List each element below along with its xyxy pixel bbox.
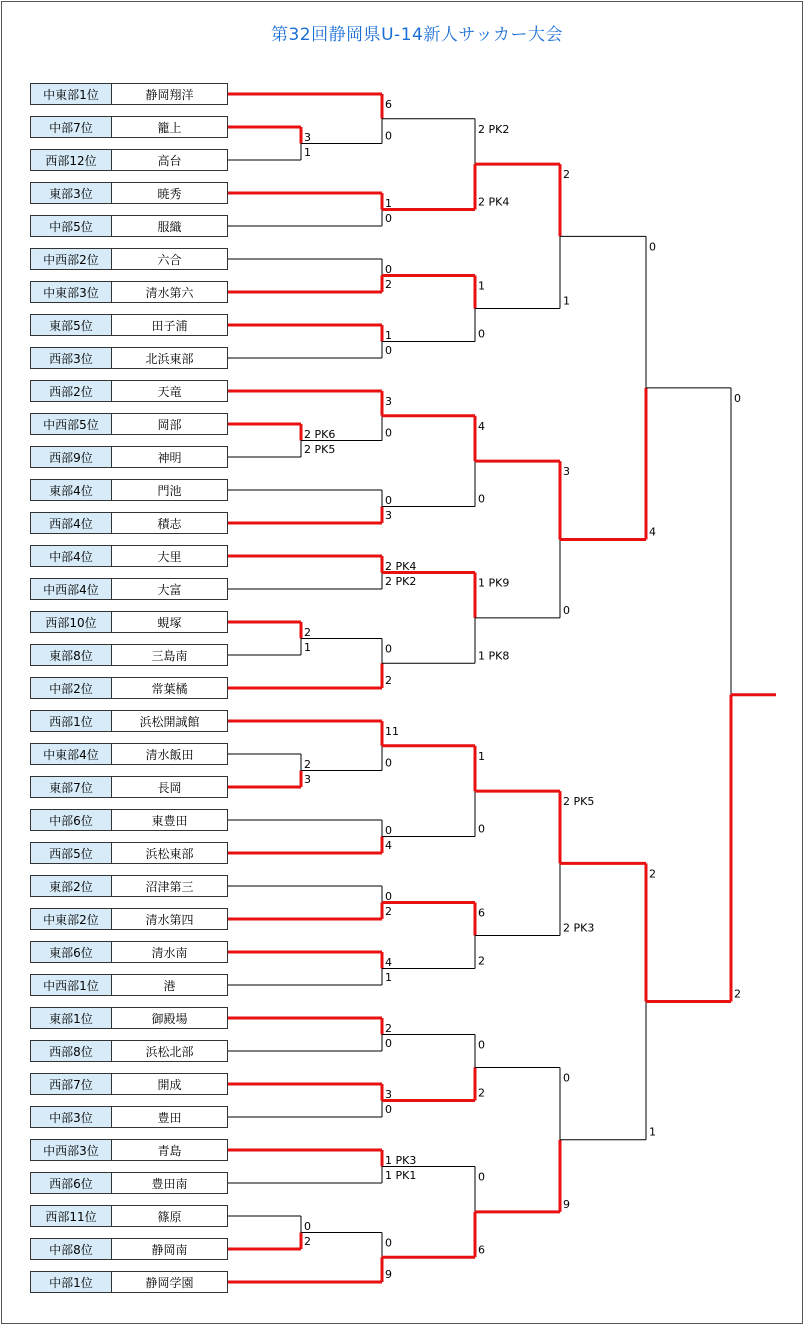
match-score: 1: [385, 197, 392, 210]
match-score: 0: [385, 129, 392, 143]
team-name: 大富: [157, 582, 182, 597]
match-score: 0: [385, 212, 392, 225]
team-name: 神明: [157, 450, 182, 465]
match-score: 4: [385, 956, 392, 969]
match-score: 4: [649, 525, 656, 539]
team-rank: 中部7位: [31, 117, 112, 137]
match-score: 1 PK8: [478, 649, 510, 663]
match-score: 0: [478, 1170, 485, 1184]
match-score: 2 PK2: [385, 575, 417, 588]
team-rank: 西部11位: [31, 1206, 112, 1226]
match-score: 0: [385, 642, 392, 656]
team-name: 暁秀: [157, 186, 182, 201]
team-name: 常葉橘: [151, 681, 188, 696]
team-rank: 中部8位: [31, 1239, 112, 1259]
team-name: 籠上: [157, 120, 182, 135]
team-name: 岡部: [157, 417, 182, 432]
team-name: 積志: [157, 516, 182, 531]
team-name: 高台: [157, 153, 182, 168]
team-name: 大里: [157, 549, 182, 564]
match-score: 0: [385, 824, 392, 837]
team-rank: 中部2位: [31, 678, 112, 698]
team-name: 蜆塚: [157, 615, 182, 630]
team-rank: 西部9位: [31, 447, 112, 467]
team-rank: 中西部1位: [31, 975, 112, 995]
match-score: 0: [734, 391, 741, 405]
team-name: 天竜: [157, 384, 182, 399]
match-score: 0: [385, 344, 392, 357]
team-rank: 中部6位: [31, 810, 112, 830]
match-score: 0: [385, 756, 392, 770]
team-rank: 中西部5位: [31, 414, 112, 434]
team-rank: 東部1位: [31, 1008, 112, 1028]
team-rank: 中東部1位: [31, 84, 112, 104]
match-score: 0: [478, 822, 485, 836]
team-name: 浜松北部: [145, 1044, 194, 1059]
team-name: 清水第四: [145, 912, 194, 927]
team-name: 清水飯田: [145, 747, 194, 762]
team-name: 服織: [157, 219, 182, 234]
team-rank: 西部2位: [31, 381, 112, 401]
team-name: 三島南: [151, 648, 188, 663]
match-score: 0: [478, 492, 485, 506]
team-name: 東豊田: [151, 813, 188, 828]
match-score: 2 PK4: [478, 195, 510, 209]
team-rank: 中東部3位: [31, 282, 112, 302]
team-rank: 中部5位: [31, 216, 112, 236]
team-name: 北浜東部: [145, 351, 194, 366]
match-score: 6: [478, 1243, 485, 1257]
match-score: 9: [563, 1197, 570, 1211]
match-score: 0: [478, 1038, 485, 1052]
match-score: 2: [385, 674, 392, 687]
team-rank: 中東部4位: [31, 744, 112, 764]
team-rank: 東部7位: [31, 777, 112, 797]
match-score: 2: [385, 905, 392, 918]
team-rank: 西部7位: [31, 1074, 112, 1094]
team-rank: 中東部2位: [31, 909, 112, 929]
match-score: 4: [385, 839, 392, 852]
team-name: 長岡: [157, 780, 182, 795]
match-score: 2: [649, 867, 656, 881]
team-rank: 東部3位: [31, 183, 112, 203]
team-name: 門池: [157, 483, 182, 498]
match-score: 6: [385, 98, 392, 111]
team-rank: 東部4位: [31, 480, 112, 500]
match-score: 0: [385, 426, 392, 440]
match-score: 2: [385, 278, 392, 291]
team-rank: 西部4位: [31, 513, 112, 533]
match-score: 0: [649, 240, 656, 254]
team-name: 開成: [157, 1077, 182, 1092]
team-rank: 東部5位: [31, 315, 112, 335]
match-score: 2 PK5: [563, 795, 595, 809]
team-name: 豊田南: [151, 1176, 188, 1191]
team-rank: 西部5位: [31, 843, 112, 863]
match-score: 3: [385, 395, 392, 408]
match-score: 1: [649, 1125, 656, 1139]
match-score: 2 PK4: [385, 560, 417, 573]
team-name: 青島: [157, 1143, 182, 1158]
team-rank: 西部3位: [31, 348, 112, 368]
match-score: 2: [304, 1235, 311, 1248]
match-score: 1: [304, 641, 311, 654]
team-rank: 西部10位: [31, 612, 112, 632]
match-score: 0: [385, 263, 392, 276]
match-score: 3: [385, 1088, 392, 1101]
match-score: 0: [385, 1236, 392, 1250]
team-rank: 中西部3位: [31, 1140, 112, 1160]
match-score: 0: [563, 603, 570, 617]
match-score: 1 PK9: [478, 576, 510, 590]
match-score: 1: [478, 749, 485, 763]
match-score: 2: [478, 1086, 485, 1100]
match-score: 1: [478, 279, 485, 293]
match-score: 2: [734, 987, 741, 1001]
match-score: 2: [385, 1022, 392, 1035]
team-rank: 東部8位: [31, 645, 112, 665]
match-score: 0: [385, 1037, 392, 1050]
match-score: 6: [478, 906, 485, 920]
team-name: 沼津第三: [145, 879, 194, 894]
team-rank: 中西部4位: [31, 579, 112, 599]
team-name: 清水第六: [145, 285, 194, 300]
match-score: 1 PK1: [385, 1169, 417, 1182]
team-rank: 西部1位: [31, 711, 112, 731]
team-name: 港: [163, 978, 176, 993]
team-name: 田子浦: [151, 318, 188, 333]
match-score: 2 PK6: [304, 428, 336, 441]
match-score: 3: [304, 773, 311, 786]
match-score: 2: [563, 168, 570, 182]
match-score: 1: [385, 971, 392, 984]
team-name: 清水南: [151, 945, 188, 960]
match-score: 1: [563, 294, 570, 308]
team-name: 静岡学園: [145, 1275, 194, 1290]
match-score: 0: [385, 890, 392, 903]
team-name: 浜松東部: [145, 846, 194, 861]
team-rank: 西部8位: [31, 1041, 112, 1061]
team-name: 浜松開誠館: [139, 714, 200, 729]
match-score: 1 PK3: [385, 1154, 417, 1167]
team-name: 静岡南: [151, 1242, 188, 1257]
team-rank: 中部1位: [31, 1272, 112, 1292]
match-score: 0: [563, 1071, 570, 1085]
match-score: 2: [478, 954, 485, 968]
team-rank: 中西部2位: [31, 249, 112, 269]
match-score: 2: [304, 758, 311, 771]
team-rank: 中部3位: [31, 1107, 112, 1127]
match-score: 2 PK3: [563, 921, 595, 935]
match-score: 0: [385, 494, 392, 507]
match-score: 0: [385, 1103, 392, 1116]
match-score: 9: [385, 1268, 392, 1281]
team-rank: 東部2位: [31, 876, 112, 896]
match-score: 11: [385, 725, 399, 738]
page-title: 第32回静岡県U-14新人サッカー大会: [270, 25, 563, 45]
team-rank: 東部6位: [31, 942, 112, 962]
match-score: 2: [304, 626, 311, 639]
match-score: 0: [304, 1220, 311, 1233]
match-score: 1: [304, 146, 311, 159]
match-score: 3: [563, 465, 570, 479]
match-score: 3: [385, 509, 392, 522]
team-name: 六合: [157, 252, 182, 267]
match-score: 3: [304, 131, 311, 144]
match-score: 0: [478, 327, 485, 341]
match-score: 1: [385, 329, 392, 342]
match-score: 2 PK2: [478, 122, 510, 136]
team-name: 御殿場: [151, 1011, 188, 1026]
match-score: 4: [478, 419, 485, 433]
team-rank: 西部12位: [31, 150, 112, 170]
team-name: 篠原: [157, 1209, 182, 1224]
team-rank: 西部6位: [31, 1173, 112, 1193]
team-name: 静岡翔洋: [145, 87, 194, 102]
match-score: 2 PK5: [304, 443, 336, 456]
team-rank: 中部4位: [31, 546, 112, 566]
team-name: 豊田: [157, 1110, 182, 1125]
